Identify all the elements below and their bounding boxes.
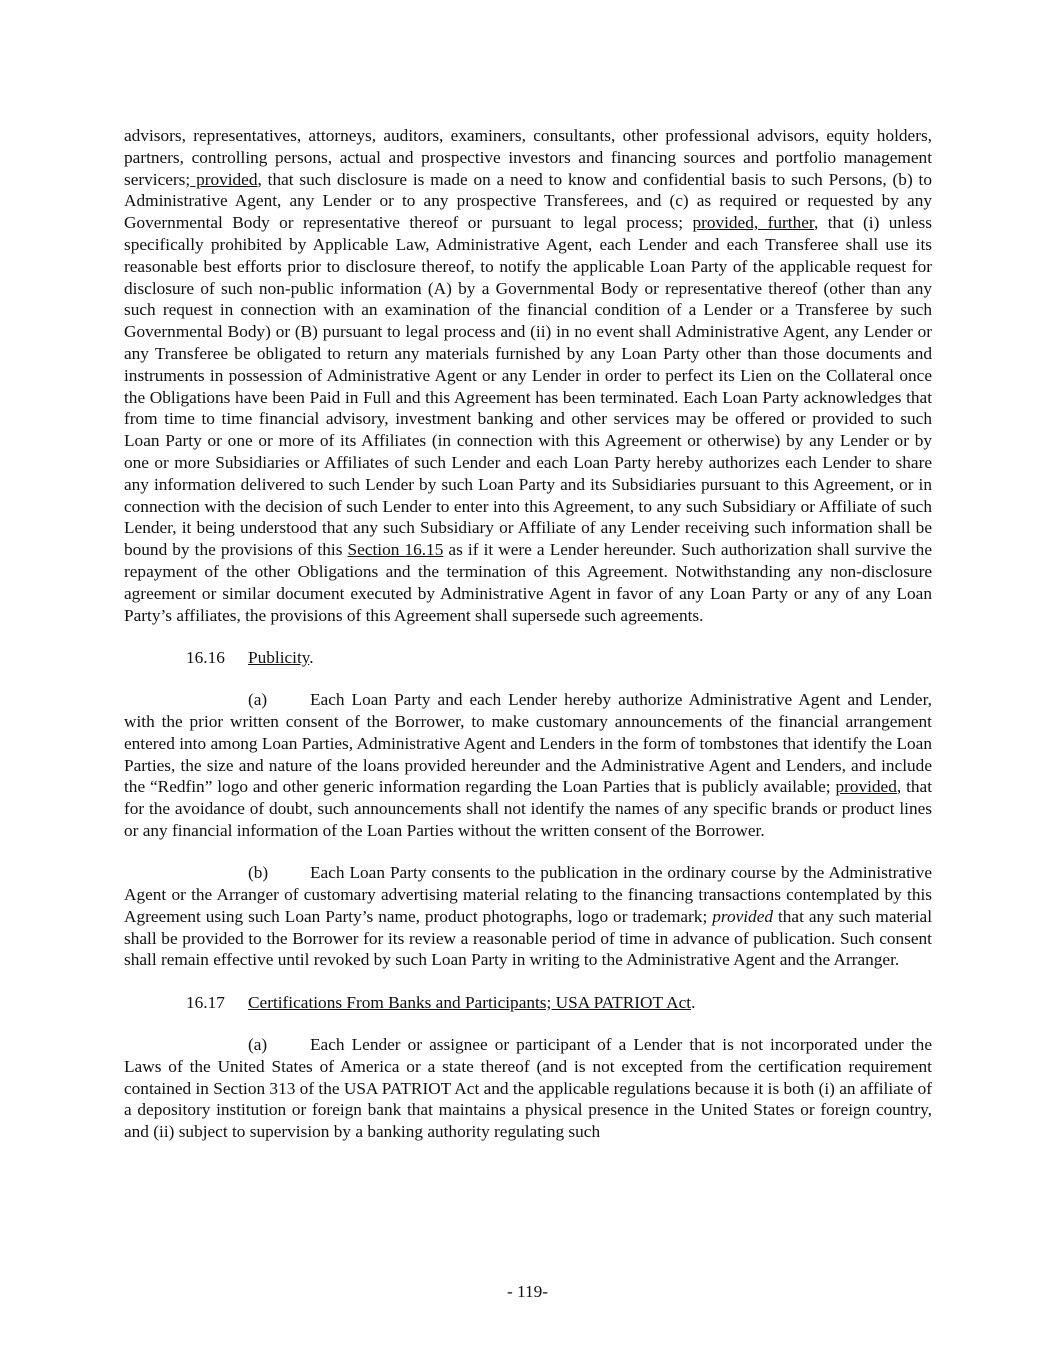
section-title: Certifications From Banks and Participants; USA PATRIOT Act: [248, 992, 692, 1012]
document-page: [124, 125, 932, 1143]
provided-term-italic: provided: [712, 906, 774, 926]
section-16-15-reference: Section 16.15: [347, 540, 444, 560]
provided-term: provided: [835, 777, 897, 797]
confidentiality-continuation-paragraph: advisors, representatives, attorneys, auditors, examiners, consultants, other professional advisors, equity holders, partners, controlling persons, actual and prospective investors and financing sources and portfolio management servicers; provided, that such disclosure is made on a need to know and confidential basis to such Persons, (b) to Administrative Agent, any Lender or to any prospective Transferees, and (c) as required or requested by any Governmental Body or representative thereof or pursuant to legal process; provided, further, that (i) unless specifically prohibited by Applicable Law, Administrative Agent, each Lender and each Transferee shall use its reasonable best efforts prior to disclosure thereof, to notify the applicable Loan Party of the applicable request for disclosure of such non-public information (A) by a Governmental Body or representative thereof (other than any such request in connection with an examination of the financial condition of a Lender or a Transferee by such Governmental Body) or (B) pursuant to legal process and (ii) in no event shall Administrative Agent, any Lender or any Transferee be obligated to return any materials furnished by any Loan Party other than those documents and instruments in possession of Administrative Agent or any Lender in order to perfect its Lien on the Collateral once the Obligations have been Paid in Full and this Agreement has been terminated. Each Loan Party acknowledges that from time to time financial advisory, investment banking and other services may be offered or provided to such Loan Party or one or more of its Affiliates (in connection with this Agreement or otherwise) by any Lender or by one or more Subsidiaries or Affiliates of such Lender and each Loan Party hereby authorizes each Lender to share any information delivered to such Lender by such Loan Party and its Subsidiaries pursuant to this Agreement, or in connection with the decision of such Lender to enter into this Agreement, to any such Subsidiary or Affiliate of such Lender, it being understood that any such Subsidiary or Affiliate of any Lender receiving such information shall be bound by the provisions of this Section 16.15 as if it were a Lender hereunder. Such authorization shall survive the repayment of the other Obligations and the termination of this Agreement. Notwithstanding any non-disclosure agreement or similar document executed by Administrative Agent in favor of any Loan Party or any of any Loan Party’s affiliates, the provisions of this Agreement shall supersede such agreements.: [124, 126, 932, 625]
provided-term: provided: [190, 169, 258, 189]
clause-marker: (a): [248, 1034, 268, 1054]
section-16-17-heading: 16.17 Certifications From Banks and Participants; USA PATRIOT Act.: [186, 992, 696, 1012]
section-number: 16.16: [186, 647, 225, 667]
section-16-16-heading: 16.16 Publicity.: [186, 647, 314, 667]
section-16-16-a-paragraph: (a) Each Loan Party and each Lender hereby authorize Administrative Agent and Lender, with the prior written consent of the Borrower, to make customary announcements of the financial arrangement entered into among Loan Parties, Administrative Agent and Lenders in the form of tombstones that identify the Loan Parties, the size and nature of the loans provided hereunder and the Administrative Agent and Lenders, and include the “Redfin” logo and other generic information regarding the Loan Parties that is publicly available; provided, that for the avoidance of doubt, such announcements shall not identify the names of any specific brands or product lines or any financial information of the Loan Parties without the written consent of the Borrower.: [124, 690, 932, 840]
clause-marker: (b): [248, 863, 269, 883]
section-number: 16.17: [186, 992, 225, 1012]
section-16-17-a-paragraph: (a) Each Lender or assignee or participant of a Lender that is not incorporated under the Laws of the United States of America or a state thereof (and is not excepted from the certification requirement contained in Section 313 of the USA PATRIOT Act and the applicable regulations because it is both (i) an affiliate of a depository institution or foreign bank that maintains a physical presence in the United States or foreign country, and (ii) subject to supervision by a banking authority regulating such: [124, 1034, 932, 1142]
section-title: Publicity: [248, 647, 310, 667]
clause-marker: (a): [248, 690, 268, 710]
section-16-16-b-paragraph: (b) Each Loan Party consents to the publication in the ordinary course by the Administrative Agent or the Arranger of customary advertising material relating to the financing transactions contemplated by this Agreement using such Loan Party’s name, product photographs, logo or trademark; provided that any such material shall be provided to the Borrower for its review a reasonable period of time in advance of publication. Such consent shall remain effective until revoked by such Loan Party in writing to the Administrative Agent and the Arranger.: [124, 863, 933, 970]
provided-further-term: provided, further: [692, 213, 814, 233]
page-number: - 119-: [506, 1282, 549, 1301]
